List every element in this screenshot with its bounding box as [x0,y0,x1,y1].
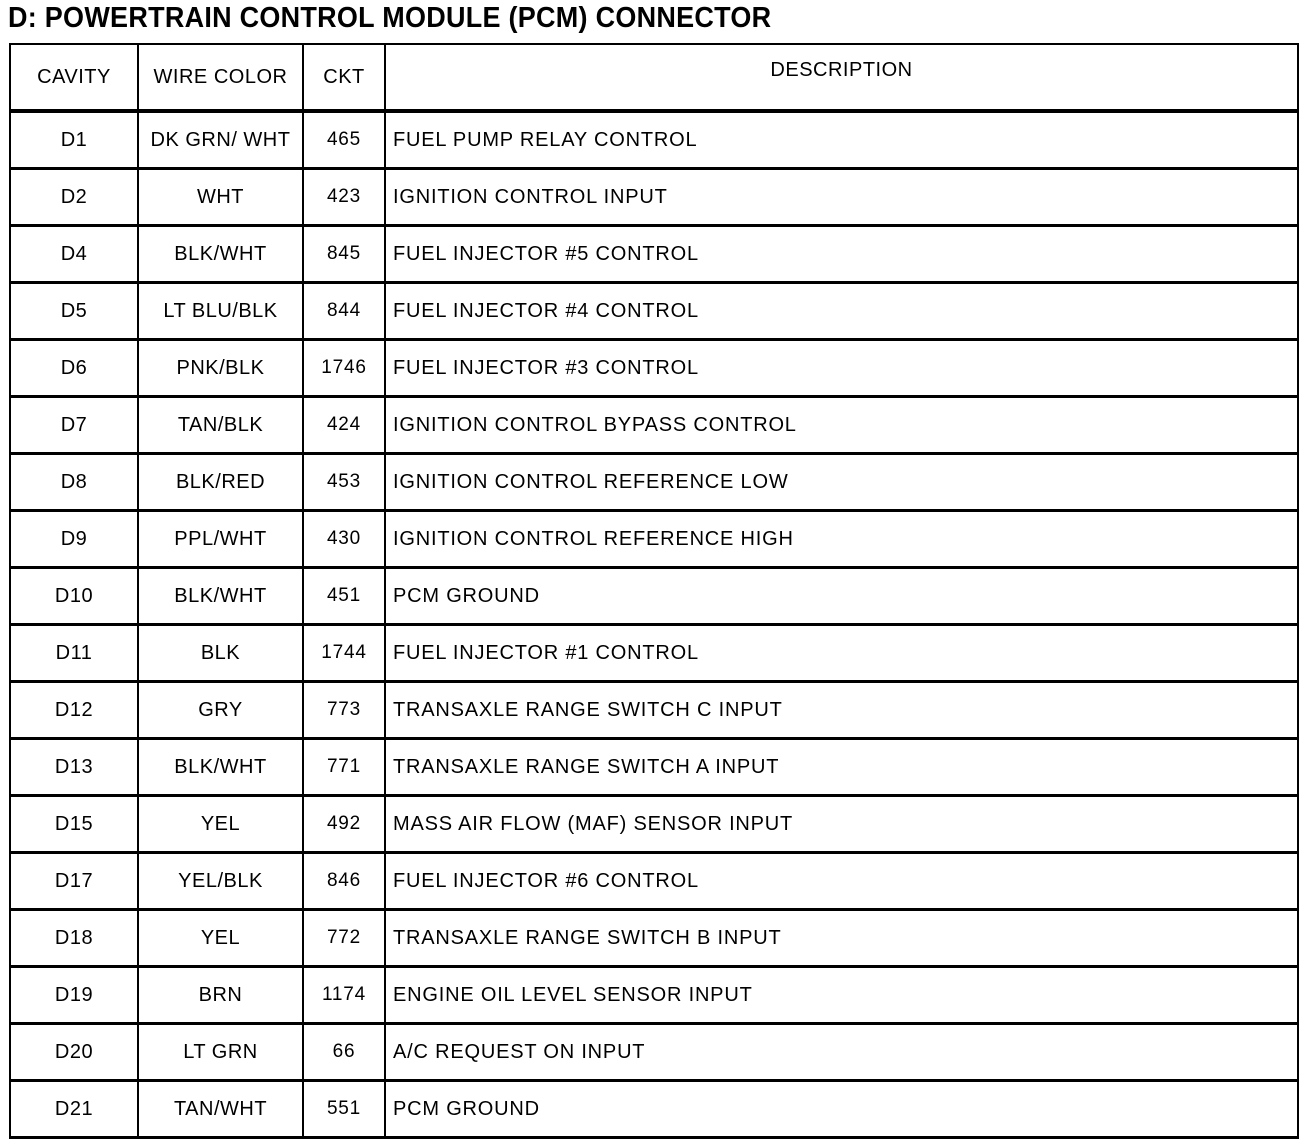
cavity-cell: D8 [10,454,138,511]
description-cell: FUEL INJECTOR #6 CONTROL [385,853,1298,910]
cavity-cell: D7 [10,397,138,454]
wire-color-cell: BLK/WHT [138,568,303,625]
wire-color-cell: BLK/WHT [138,739,303,796]
wire-color-cell: BLK/RED [138,454,303,511]
table-row [10,226,1298,283]
cavity-cell: D11 [10,625,138,682]
wire-color-cell: YEL/BLK [138,853,303,910]
ckt-cell: 451 [303,568,385,625]
ckt-cell: 1174 [303,967,385,1024]
ckt-cell: 844 [303,283,385,340]
description-cell: IGNITION CONTROL BYPASS CONTROL [385,397,1298,454]
description-cell: TRANSAXLE RANGE SWITCH B INPUT [385,910,1298,967]
ckt-cell: 465 [303,111,385,169]
cavity-cell: D13 [10,739,138,796]
table-row [10,397,1298,454]
wire-color-cell: YEL [138,910,303,967]
table-row [10,340,1298,397]
ckt-cell: 846 [303,853,385,910]
ckt-cell: 1744 [303,625,385,682]
cavity-cell: D19 [10,967,138,1024]
wire-color-cell: BLK [138,625,303,682]
cavity-cell: D5 [10,283,138,340]
wire-color-cell: DK GRN/ WHT [138,111,303,169]
description-cell: TRANSAXLE RANGE SWITCH A INPUT [385,739,1298,796]
cavity-cell: D10 [10,568,138,625]
wire-color-cell: GRY [138,682,303,739]
table-row [10,511,1298,568]
ckt-cell: 1746 [303,340,385,397]
description-cell: PCM GROUND [385,568,1298,625]
cavity-cell: D18 [10,910,138,967]
table-row [10,169,1298,226]
ckt-cell: 453 [303,454,385,511]
table-row [10,910,1298,967]
wire-color-cell: LT BLU/BLK [138,283,303,340]
wire-color-cell: PPL/WHT [138,511,303,568]
ckt-cell: 424 [303,397,385,454]
description-cell: FUEL PUMP RELAY CONTROL [385,111,1298,169]
cavity-cell: D6 [10,340,138,397]
ckt-cell: 771 [303,739,385,796]
table-header-row [10,44,1298,111]
description-cell: FUEL INJECTOR #4 CONTROL [385,283,1298,340]
table-row [10,111,1298,169]
cavity-cell: D21 [10,1081,138,1138]
description-cell: ENGINE OIL LEVEL SENSOR INPUT [385,967,1298,1024]
description-cell: PCM GROUND [385,1081,1298,1138]
wire-color-cell: BLK/WHT [138,226,303,283]
wire-color-cell: PNK/BLK [138,340,303,397]
cavity-cell: D20 [10,1024,138,1081]
ckt-cell: 430 [303,511,385,568]
table-row [10,967,1298,1024]
header-wire-color: WIRE COLOR [138,44,303,111]
cavity-cell: D17 [10,853,138,910]
wire-color-cell: WHT [138,169,303,226]
description-cell: FUEL INJECTOR #3 CONTROL [385,340,1298,397]
header-cavity: CAVITY [10,44,138,111]
cavity-cell: D12 [10,682,138,739]
ckt-cell: 772 [303,910,385,967]
cavity-cell: D9 [10,511,138,568]
ckt-cell: 845 [303,226,385,283]
table-row [10,796,1298,853]
table-row [10,739,1298,796]
wire-color-cell: TAN/WHT [138,1081,303,1138]
page-title: D: POWERTRAIN CONTROL MODULE (PCM) CONNECTOR [8,2,772,34]
table-row [10,454,1298,511]
description-cell: MASS AIR FLOW (MAF) SENSOR INPUT [385,796,1298,853]
ckt-cell: 551 [303,1081,385,1138]
ckt-cell: 66 [303,1024,385,1081]
ckt-cell: 773 [303,682,385,739]
cavity-cell: D1 [10,111,138,169]
table-row [10,1081,1298,1138]
cavity-cell: D15 [10,796,138,853]
table-row [10,283,1298,340]
description-cell: IGNITION CONTROL INPUT [385,169,1298,226]
wire-color-cell: YEL [138,796,303,853]
ckt-cell: 492 [303,796,385,853]
ckt-cell: 423 [303,169,385,226]
table-row [10,568,1298,625]
description-cell: TRANSAXLE RANGE SWITCH C INPUT [385,682,1298,739]
table-row [10,1024,1298,1081]
header-ckt: CKT [303,44,385,111]
table-row [10,625,1298,682]
table-row [10,853,1298,910]
description-cell: FUEL INJECTOR #1 CONTROL [385,625,1298,682]
table-body [10,111,1298,1138]
description-cell: A/C REQUEST ON INPUT [385,1024,1298,1081]
wire-color-cell: BRN [138,967,303,1024]
wire-color-cell: LT GRN [138,1024,303,1081]
description-cell: IGNITION CONTROL REFERENCE HIGH [385,511,1298,568]
table-row [10,682,1298,739]
description-cell: FUEL INJECTOR #5 CONTROL [385,226,1298,283]
wire-color-cell: TAN/BLK [138,397,303,454]
connector-table [9,43,1299,1139]
description-cell: IGNITION CONTROL REFERENCE LOW [385,454,1298,511]
cavity-cell: D4 [10,226,138,283]
cavity-cell: D2 [10,169,138,226]
header-description: DESCRIPTION [385,44,1298,111]
